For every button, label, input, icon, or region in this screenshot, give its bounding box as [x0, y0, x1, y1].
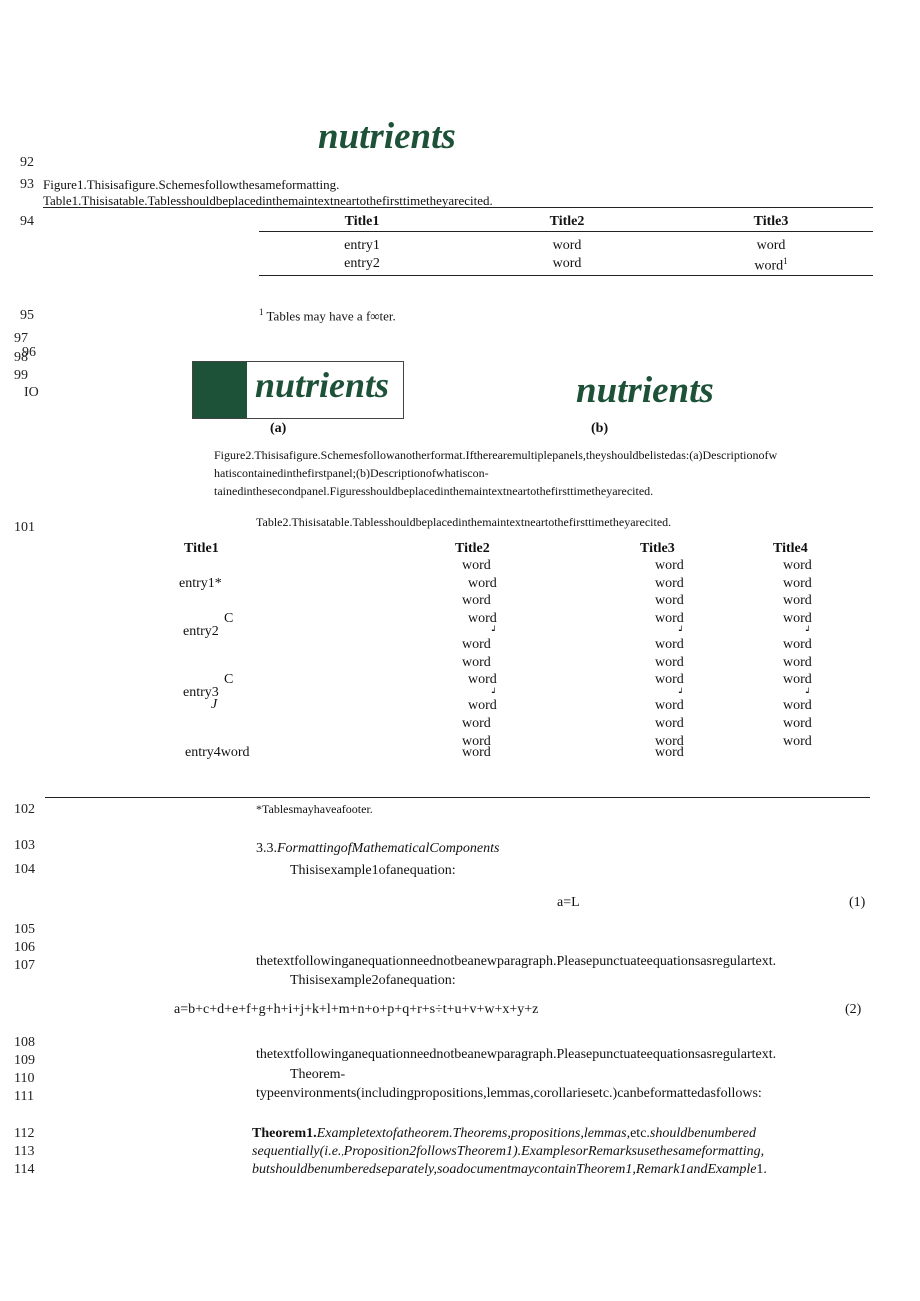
equation1-number: (1)	[849, 895, 866, 910]
table2-cell: word	[462, 593, 491, 608]
line-number: 109	[14, 1053, 35, 1068]
table2-cell: word	[783, 558, 812, 573]
table2-tick: ┙	[492, 688, 497, 697]
table2-tick: ┙	[679, 626, 684, 635]
table2-header-title1: Title1	[184, 541, 219, 556]
journal-logo: nutrients	[318, 116, 456, 157]
figure2-caption-line: tainedinthesecondpanel.Figuresshouldbeplacedinthemaintextneartothefirsttimetheyarecited.	[214, 484, 654, 498]
theorem-line	[252, 1126, 756, 1142]
theorem-text: shouldbenumbered	[649, 1126, 756, 1141]
line-number: 95	[20, 308, 34, 323]
table2-cell: word	[655, 637, 684, 652]
theorem-intro-line: Theorem-	[290, 1067, 346, 1082]
line-number: 104	[14, 862, 35, 877]
table2-mark-c: C	[224, 611, 234, 626]
theorem-text: butshouldbenumberedseparately,soadocumentmaycontainTheorem1,Remark1andExample	[252, 1162, 757, 1177]
table1-footnote-mark: 1	[783, 256, 788, 266]
table2-cell: word	[783, 672, 812, 687]
line-number: 99	[14, 368, 28, 383]
table2-cell: word	[655, 655, 684, 670]
theorem-label: Theorem1.	[252, 1126, 317, 1141]
line-number: 96	[22, 345, 36, 360]
table2-tick: ┙	[679, 688, 684, 697]
line-number: IO	[24, 385, 39, 400]
line-number: 93	[20, 177, 34, 192]
figure2-panel-a	[192, 361, 404, 419]
table2-cell: word	[468, 672, 497, 687]
table1-header-rule	[259, 231, 873, 232]
line-number: 107	[14, 958, 35, 973]
section-heading	[256, 841, 499, 857]
table2-tick: ┙	[806, 626, 811, 635]
theorem-mark: ,	[341, 1147, 344, 1157]
table2-header-title4: Title4	[773, 541, 808, 556]
paragraph-text: thetextfollowinganequationneednotbeanewparagraph.Pleasepunctuateequationsasregulartext.	[256, 1047, 777, 1062]
table2-cell: word	[462, 716, 491, 731]
equation2-number: (2)	[845, 1002, 862, 1017]
theorem-text: 1.	[756, 1162, 767, 1177]
line-number: 110	[14, 1071, 35, 1086]
table2-footer: *Tablesmayhaveafooter.	[256, 802, 373, 816]
table2-bottom-rule	[45, 797, 870, 798]
table1-header-title3: Title3	[753, 214, 789, 229]
theorem-intro-line: typeenvironments(includingpropositions,lemmas,corollariesetc.)canbeformattedasfollows:	[256, 1086, 762, 1101]
table2-caption: Table2.Thisisatable.Tablesshouldbeplacedinthemaintextneartothefirsttimetheyarecited.	[256, 515, 672, 529]
table2-cell: word	[462, 745, 491, 760]
table2-cell: word	[783, 734, 812, 749]
table2-cell: word	[655, 734, 684, 749]
paragraph-text: thetextfollowinganequationneednotbeanewparagraph.Pleasepunctuateequationsasregulartext.	[256, 954, 777, 969]
theorem-text: Proposition2followsTheorem1).ExamplesorRemarksusethesameformatting,	[343, 1144, 765, 1159]
line-number: 98	[14, 350, 28, 365]
green-block-graphic	[193, 362, 247, 418]
table2-cell: word	[655, 558, 684, 573]
table2-cell: word	[462, 637, 491, 652]
table2-cell: word	[783, 698, 812, 713]
panel-b-label: (b)	[591, 421, 609, 436]
line-number: 97	[14, 331, 28, 346]
equation2: a=b+c+d+e+f+g+h+i+j+k+l+m+n+o+p+q+r+s÷t+u+v+w+x+y+z	[174, 1002, 539, 1017]
table1-top-rule	[43, 207, 873, 208]
equation2-intro: Thisisexample2ofanequation:	[290, 973, 456, 988]
table1-cell: entry2	[344, 256, 380, 271]
table2-header-title3: Title3	[640, 541, 675, 556]
table2-cell: word	[783, 593, 812, 608]
table2-cell: word	[462, 734, 491, 749]
table2-mark-j: J	[211, 697, 218, 712]
table1-cell-text: word	[754, 258, 784, 274]
line-number: 114	[14, 1162, 35, 1177]
table2-cell: word	[462, 558, 491, 573]
panel-a-label: (a)	[270, 421, 287, 436]
line-number: 103	[14, 838, 35, 853]
table2-cell: word	[655, 672, 684, 687]
table1-footer-mark: 1	[259, 307, 264, 317]
table1-bottom-rule	[259, 275, 873, 276]
theorem-text: etc.	[630, 1126, 650, 1141]
line-number: 112	[14, 1126, 35, 1141]
table2-cell: word	[783, 576, 812, 591]
table2-cell: word	[783, 611, 812, 626]
table2-entry: entry2	[183, 624, 219, 639]
line-number: 105	[14, 922, 35, 937]
table1-cell: word	[552, 256, 582, 271]
table2-mark-c: C	[224, 672, 234, 687]
table1-cell: word	[552, 238, 582, 253]
table2-cell: word	[468, 576, 497, 591]
line-number: 94	[20, 214, 34, 229]
table2-cell: word	[468, 611, 497, 626]
table1-cell: entry1	[344, 238, 380, 253]
line-number: 102	[14, 802, 35, 817]
table2-cell: word	[655, 576, 684, 591]
line-number: 108	[14, 1035, 35, 1050]
table2-tick: ┙	[806, 688, 811, 697]
section-title: FormattingofMathematicalComponents	[277, 841, 500, 856]
theorem-text: sequentially(i.e.	[252, 1144, 342, 1159]
table2-entry: entry1*	[179, 576, 222, 591]
line-number: 113	[14, 1144, 35, 1159]
table1-cell	[731, 256, 811, 275]
theorem-line	[252, 1144, 764, 1160]
table1-header-title1: Title1	[344, 214, 380, 229]
table2-cell: word	[655, 593, 684, 608]
table2-cell: word	[655, 716, 684, 731]
table1-header-title2: Title2	[549, 214, 585, 229]
panel-a-logo: nutrients	[255, 365, 390, 405]
panel-b-logo: nutrients	[576, 370, 714, 411]
line-number: 111	[14, 1089, 34, 1104]
table1-footer	[259, 307, 396, 324]
table1-cell: word	[756, 238, 786, 253]
table2-cell: word	[783, 637, 812, 652]
table2-cell: word	[655, 611, 684, 626]
figure2-caption-line: Figure2.Thisisafigure.Schemesfollowanotherformat.Iftherearemultiplepanels,theyshouldbelistedas:(a)Descriptionofw	[214, 448, 778, 462]
line-number: 92	[20, 155, 34, 170]
equation1: a=L	[557, 895, 580, 910]
line-number: 101	[14, 520, 35, 535]
theorem-line	[252, 1162, 767, 1178]
figure2-caption-line: hatiscontainedinthefirstpanel;(b)Descriptionofwhatiscon-	[214, 466, 489, 480]
table2-cell: word	[462, 655, 491, 670]
table1-footer-text: Tables may have a f∞ter.	[266, 308, 396, 324]
figure1-caption: Figure1.Thisisafigure.Schemesfollowthesameformatting.	[43, 177, 340, 192]
table2-header-title2: Title2	[455, 541, 490, 556]
table2-entry: entry4word	[185, 745, 250, 760]
line-number: 106	[14, 940, 35, 955]
table2-cell: word	[783, 716, 812, 731]
section-number: 3.3.	[256, 841, 277, 856]
table2-cell: word	[468, 698, 497, 713]
equation1-intro: Thisisexample1ofanequation:	[290, 863, 456, 878]
theorem-text: Exampletextofatheorem.Theorems,propositions,lemmas,	[316, 1126, 631, 1141]
table2-cell: word	[655, 745, 684, 760]
table2-cell: word	[655, 698, 684, 713]
table2-cell: word	[783, 655, 812, 670]
table2-entry: entry3	[183, 685, 219, 700]
table1-caption: Table1.Thisisatable.Tablesshouldbeplacedinthemaintextneartothefirsttimetheyarecited.	[43, 193, 493, 208]
table2-tick: ┙	[492, 626, 497, 635]
